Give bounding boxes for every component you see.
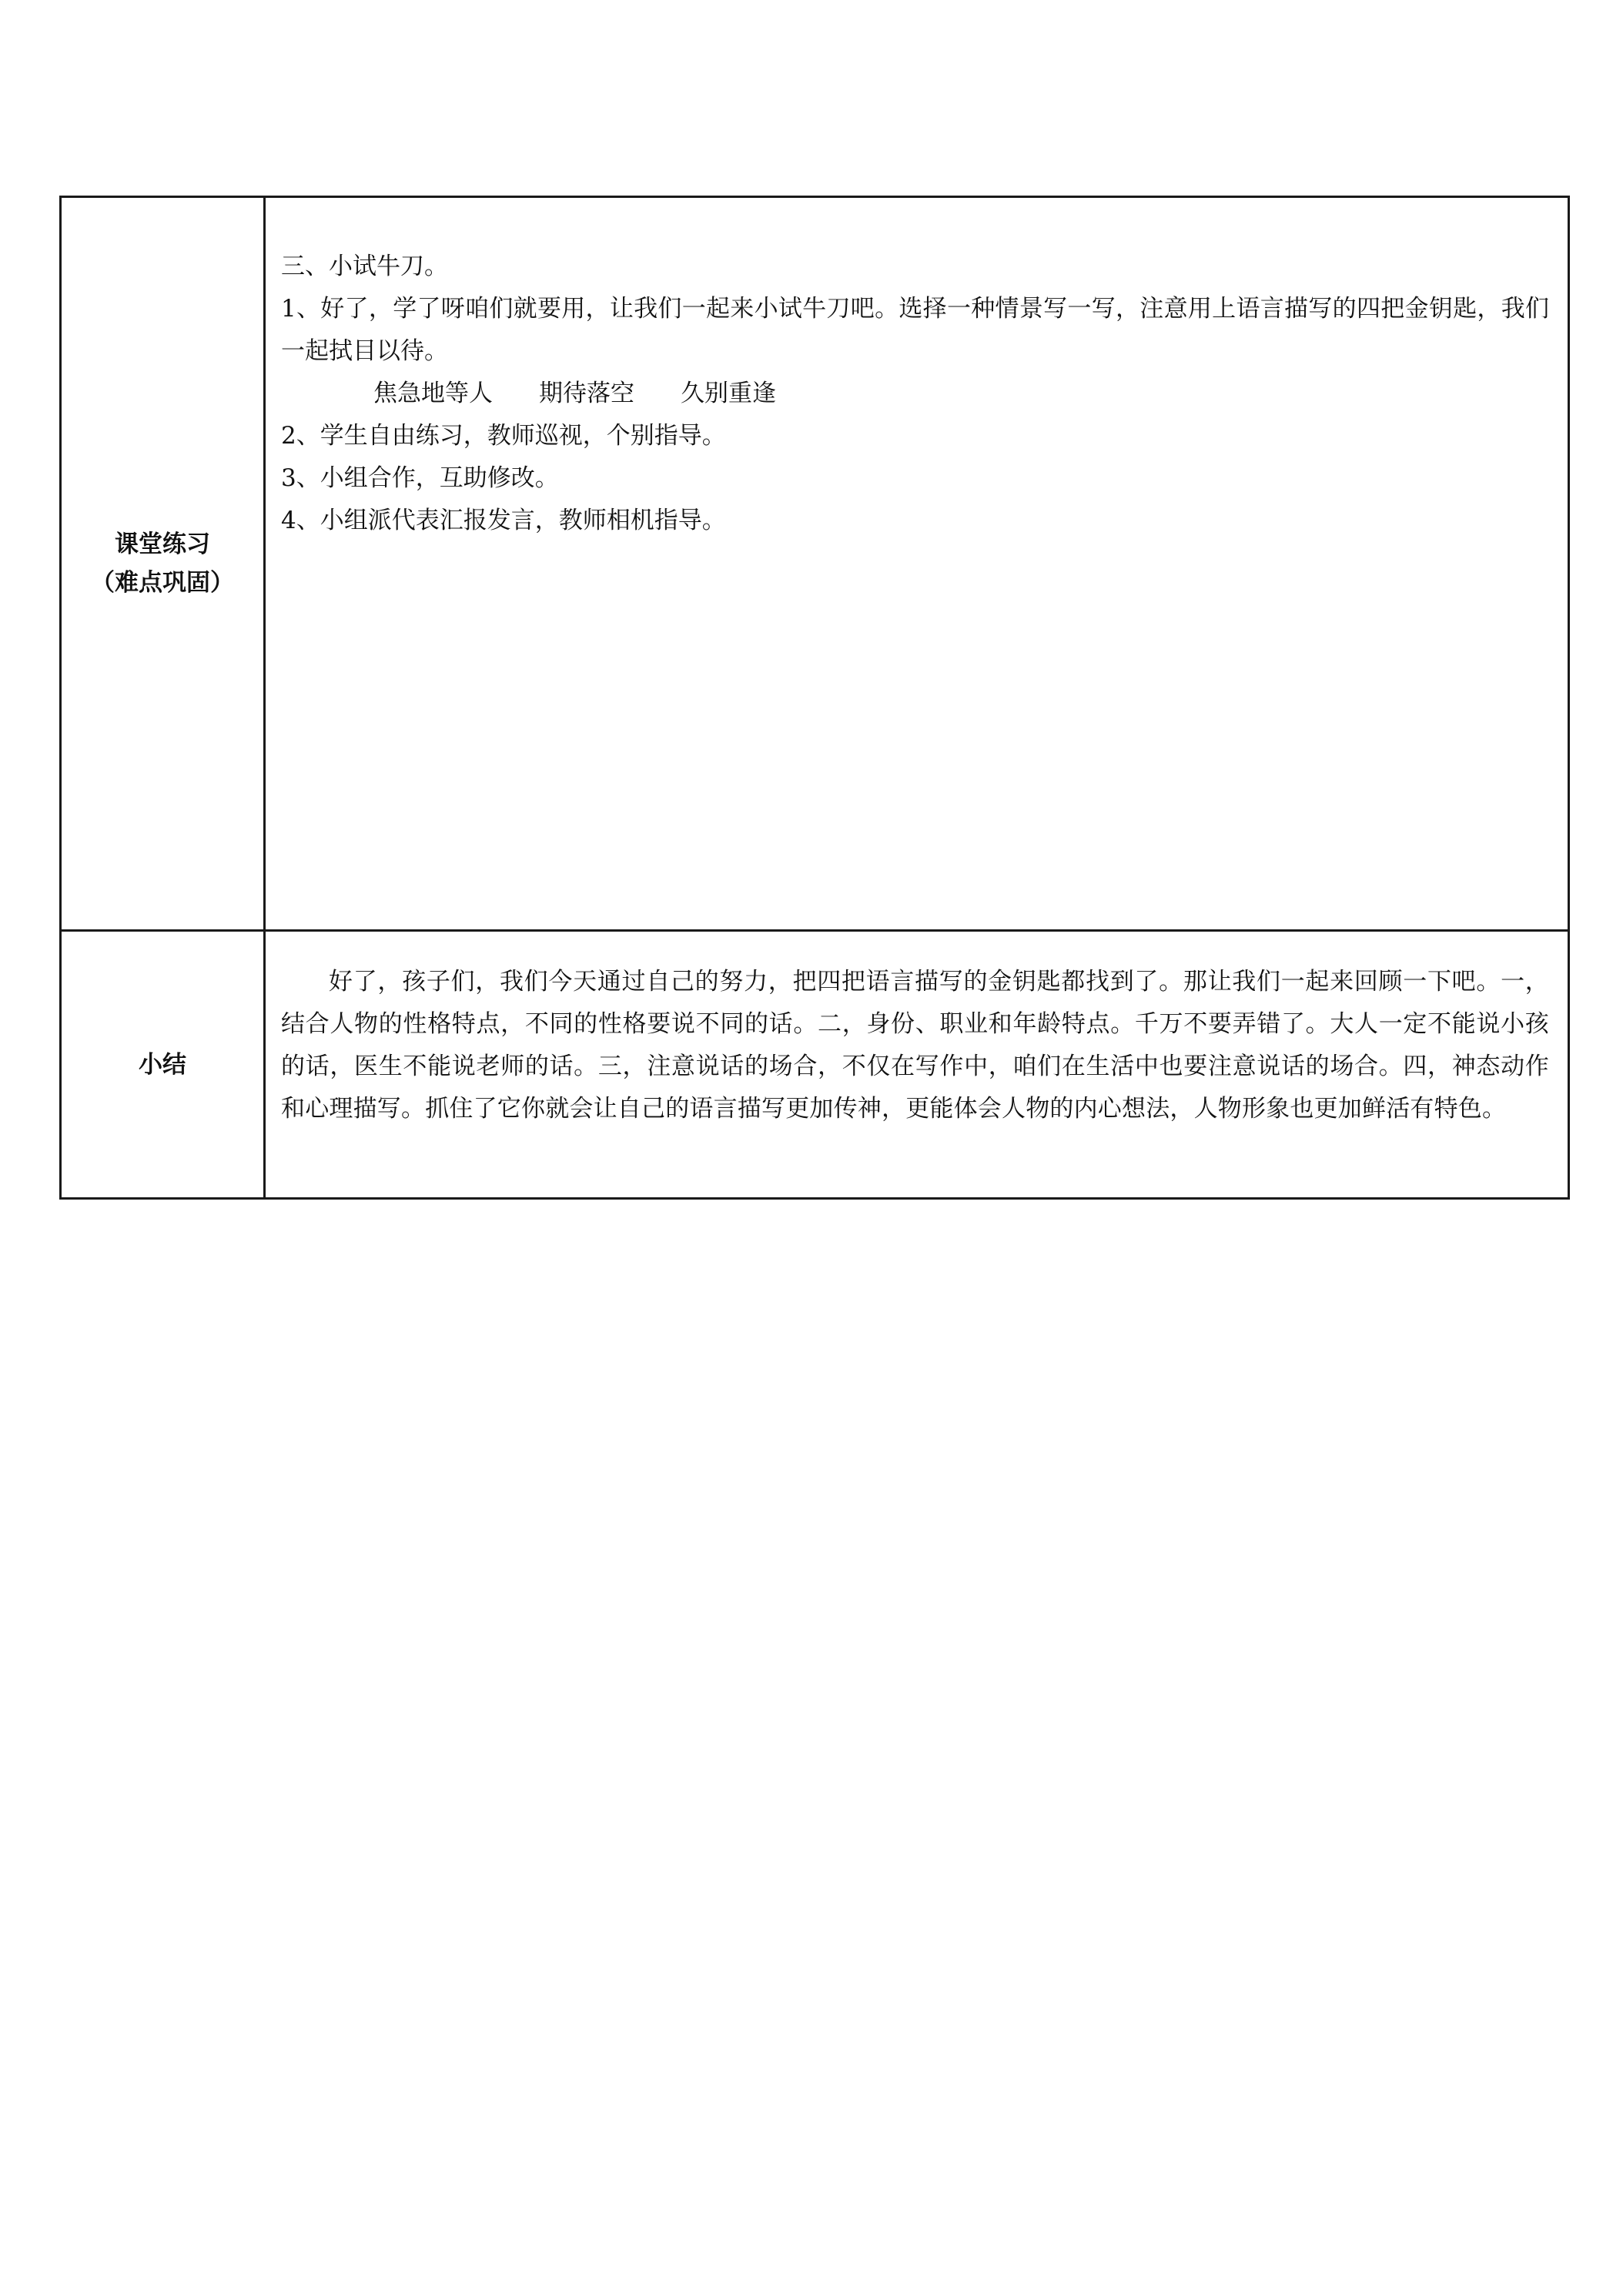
scenario-item: 期待落空 (539, 380, 634, 407)
scenario-item: 焦急地等人 (373, 380, 493, 407)
table-row (61, 197, 1569, 931)
table-row (61, 931, 1569, 1199)
practice-content-cell (265, 197, 1569, 931)
lesson-plan-table (59, 196, 1570, 1200)
label-line: （难点巩固） (91, 569, 234, 597)
summary-content (281, 932, 1549, 1130)
summary-text: 好了，孩子们，我们今天通过自己的努力，把四把语言描写的金钥匙都找到了。那让我们一起来回顾一下吧。一，结合人物的性格特点，不同的性格要说不同的话。二，身份、职业和年龄特点。千万不要弄错了。大人一定不能说小孩的话，医生不能说老师的话。三，注意说话的场合，不仅在写作中，咱们在生活中也要注意说话的场合。四，神态动作和心理描写。抓住了它你就会让自己的语言描写更加传神，更能体会人物的内心想法，人物形象也更加鲜活有特色。 (281, 968, 1549, 1123)
exercise-item: 3、小组合作，互助修改。 (281, 464, 559, 492)
label-line: 小结 (139, 1050, 186, 1079)
section-title: 三、小试牛刀。 (281, 253, 448, 280)
scenario-list (281, 373, 1549, 415)
exercise-item: 1、好了，学了呀咱们就要用，让我们一起来小试牛刀吧。选择一种情景写一写，注意用上语言描写的四把金钥匙，我们一起拭目以待。 (281, 295, 1549, 365)
scenario-item: 久别重逢 (681, 380, 776, 407)
exercise-item: 2、学生自由练习，教师巡视，个别指导。 (281, 422, 726, 450)
practice-content (281, 198, 1549, 542)
row-label-summary (61, 931, 265, 1199)
row-label-practice (61, 197, 265, 931)
exercise-item: 4、小组派代表汇报发言，教师相机指导。 (281, 507, 726, 534)
label-line: 课堂练习 (115, 530, 210, 558)
summary-content-cell (265, 931, 1569, 1199)
